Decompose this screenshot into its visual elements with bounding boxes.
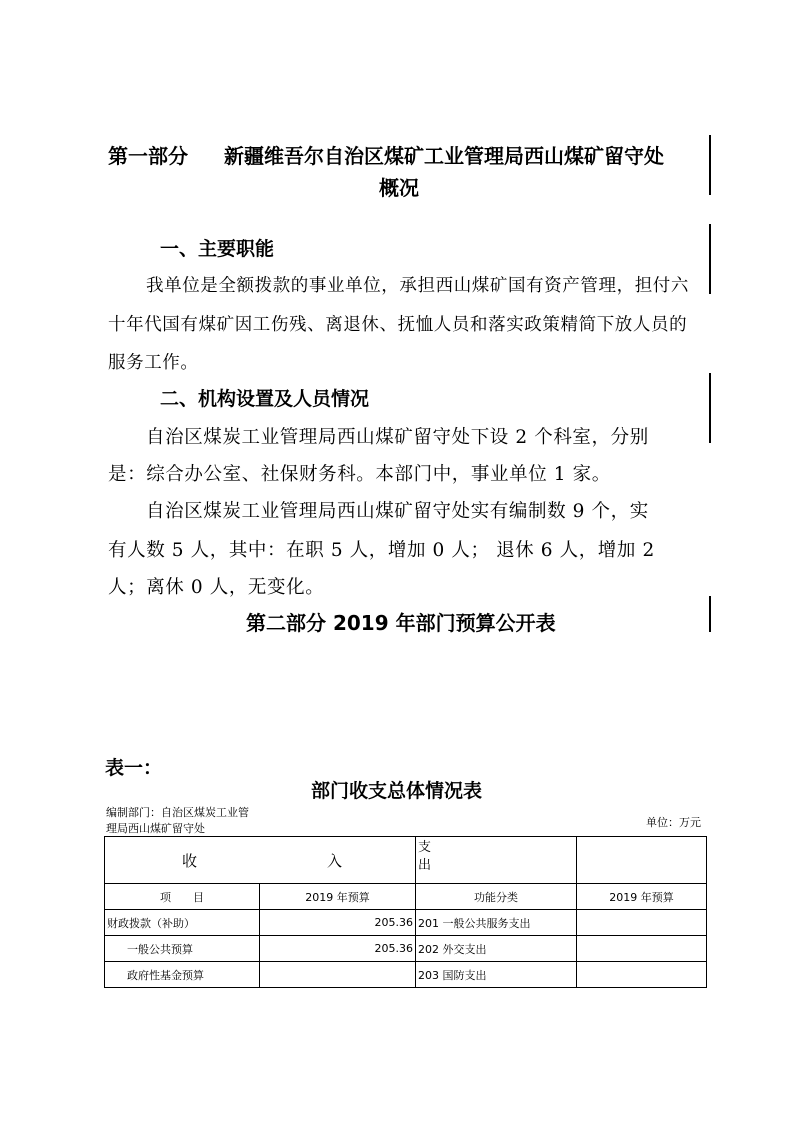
expense-header-b: 出 (418, 858, 432, 873)
cell-budget2 (577, 962, 707, 988)
margin-bar (709, 135, 711, 195)
income-header (105, 837, 416, 884)
section2-para1-line: 是：综合办公室、社保财务科。本部门中，事业单位 1 家。 (108, 464, 611, 485)
unit-label: 单位：万元 (646, 816, 701, 829)
section2-para2-line: 人；离休 0 人，无变化。 (108, 577, 325, 598)
cell-item: 一般公共预算 (105, 936, 260, 962)
cell-func: 202 外交支出 (416, 936, 577, 962)
section1-line: 十年代国有煤矿因工伤残、离退休、抚恤人员和落实政策精简下放人员的 (108, 315, 688, 335)
cell-budget2 (577, 910, 707, 936)
table-label: 表一： (105, 757, 163, 779)
budget-table (104, 836, 707, 988)
income-header-a: 收 (182, 851, 198, 870)
expense-header-a: 支 (418, 840, 432, 855)
margin-bar (709, 373, 711, 443)
expense-header (416, 837, 577, 884)
part1-label: 第一部分 (108, 144, 188, 168)
section2-para1-line: 自治区煤炭工业管理局西山煤矿留守处下设 2 个科室，分别 (146, 427, 649, 448)
col-header: 2019 年预算 (260, 884, 416, 910)
col-header: 2019 年预算 (577, 884, 707, 910)
part1-title-line1: 新疆维吾尔自治区煤矿工业管理局西山煤矿留守处 (224, 144, 664, 168)
table-row (105, 910, 707, 936)
col-header: 项 目 (105, 884, 260, 910)
expense-header-empty (577, 837, 707, 884)
income-header-b: 入 (327, 851, 343, 870)
table-title: 部门收支总体情况表 (310, 780, 482, 802)
table-header-group (105, 837, 707, 884)
org-line: 理局西山煤矿留守处 (106, 822, 205, 835)
margin-bar (709, 224, 711, 294)
section2-heading: 二、机构设置及人员情况 (160, 388, 370, 410)
table-row (105, 962, 707, 988)
part1-title-line2: 概况 (379, 176, 419, 200)
cell-budget2 (577, 936, 707, 962)
cell-budget: 205.36 (260, 936, 416, 962)
cell-item: 政府性基金预算 (105, 962, 260, 988)
table-column-headers (105, 884, 707, 910)
part2-title: 第二部分 2019 年部门预算公开表 (246, 611, 556, 635)
cell-item: 财政拨款（补助） (105, 910, 260, 936)
col-header: 功能分类 (416, 884, 577, 910)
section1-heading: 一、主要职能 (160, 238, 275, 260)
part1-title (108, 140, 664, 169)
section2-para2-line: 自治区煤炭工业管理局西山煤矿留守处实有编制数 9 个，实 (146, 501, 649, 522)
table-row (105, 936, 707, 962)
section2-para2-line: 有人数 5 人，其中：在职 5 人，增加 0 人； 退休 6 人，增加 2 (108, 540, 655, 561)
section1-line: 服务工作。 (108, 353, 199, 373)
cell-func: 203 国防支出 (416, 962, 577, 988)
org-line: 编制部门：自治区煤炭工业管 (106, 806, 249, 819)
cell-budget: 205.36 (260, 910, 416, 936)
margin-bar (709, 596, 711, 632)
cell-func: 201 一般公共服务支出 (416, 910, 577, 936)
cell-budget (260, 962, 416, 988)
section1-line: 我单位是全额拨款的事业单位，承担西山煤矿国有资产管理，担付六 (146, 276, 689, 296)
